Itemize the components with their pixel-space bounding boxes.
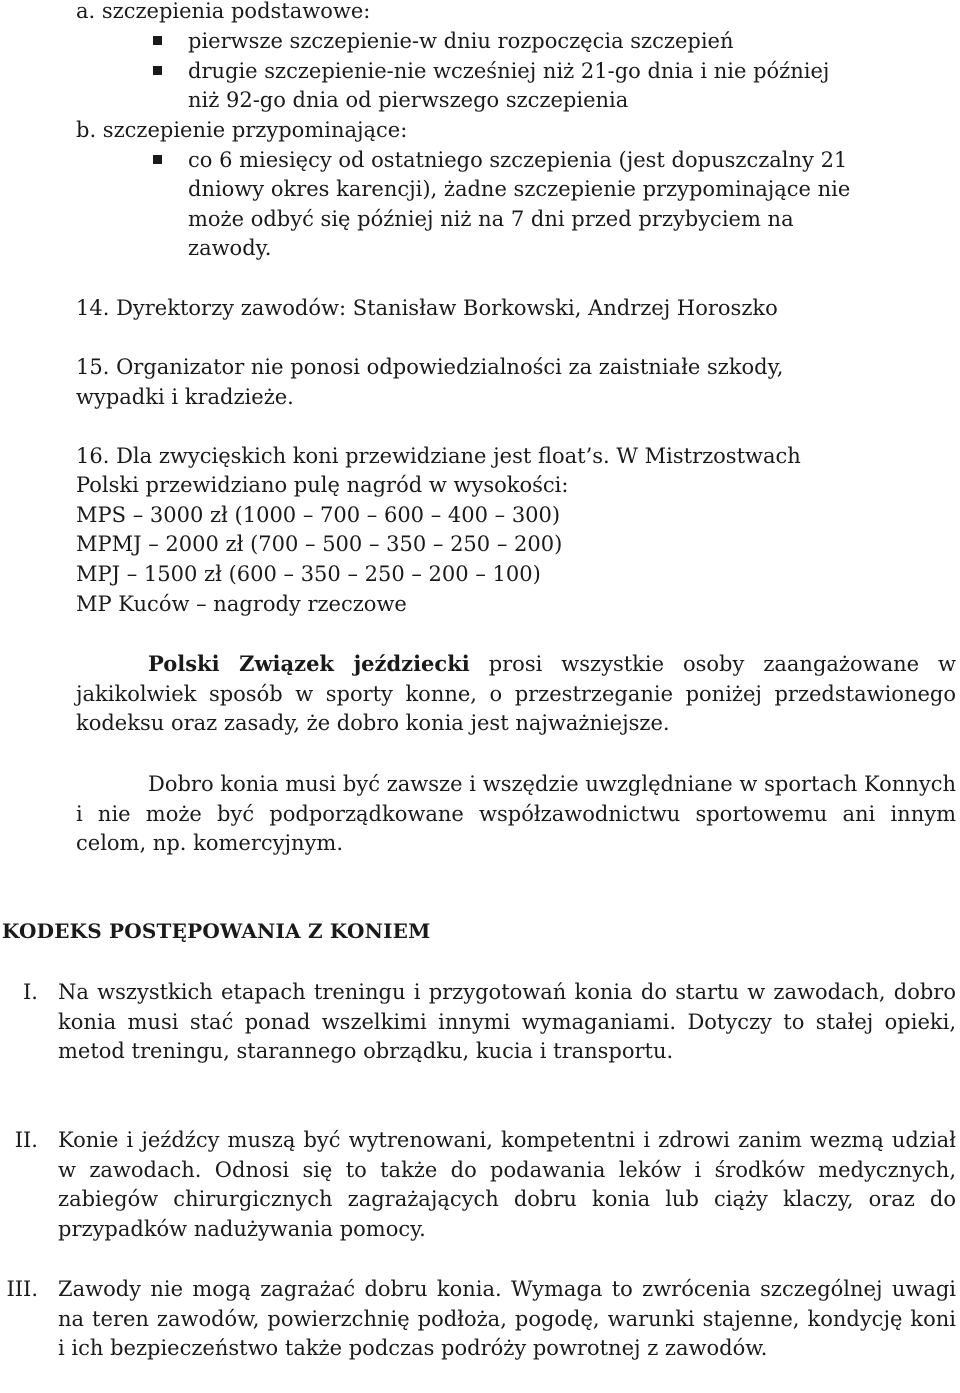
prize-mpmj: MPMJ – 2000 zł (700 – 500 – 350 – 250 – 200) — [76, 532, 563, 556]
prize-mpj: MPJ – 1500 zł (600 – 350 – 250 – 200 – 100) — [76, 562, 541, 586]
item-16-line-1: 16. Dla zwycięskich koni przewidziane jest float’s. W Mistrzostwach — [76, 444, 801, 468]
item-16-line-2: Polski przewidziano pulę nagród w wysokości: — [76, 473, 569, 497]
vaccination-b-line-4: zawody. — [188, 236, 272, 260]
item-15-line-2: wypadki i kradzieże. — [76, 385, 294, 409]
pzj-paragraph-1-text: prosi wszystkie osoby zaangażowane w jakikolwiek sposób w sporty konne, o przestrzeganie poniżej przedstawionego kodeksu oraz zasady, że dobro konia jest najważniejsze. — [76, 652, 956, 735]
vaccination-b-line-2: dniowy okres karencji), żadne szczepienie przypominające nie — [188, 177, 851, 201]
item-15-line-1: 15. Organizator nie ponosi odpowiedzialności za zaistniałe szkody, — [76, 355, 784, 379]
prize-mps: MPS – 3000 zł (1000 – 700 – 600 – 400 – 300) — [76, 503, 561, 527]
bullet-icon — [153, 66, 162, 75]
pzj-paragraph-2: Dobro konia musi być zawsze i wszędzie uwzględniane w sportach Konnych i nie może być podporządkowane współzawodnictwu sportowemu ani innym celom, np. komercyjnym. — [76, 772, 956, 855]
vaccination-a-item-1: pierwsze szczepienie-w dniu rozpoczęcia szczepień — [188, 29, 734, 53]
code-heading: KODEKS POSTĘPOWANIA Z KONIEM — [2, 919, 431, 943]
bullet-icon — [153, 36, 162, 45]
point-1-number: I. — [23, 980, 38, 1004]
pzj-name: Polski Związek jeździecki — [148, 651, 470, 676]
vaccination-b-label: b. szczepienie przypominające: — [76, 118, 408, 142]
point-1-text: Na wszystkich etapach treningu i przygotowań konia do startu w zawodach, dobro konia musi stać ponad wszelkimi innymi wymaganiami. Dotyczy to stałej opieki, metod treningu, starannego obrządku, kucia i transportu. — [58, 980, 956, 1063]
bullet-icon — [153, 155, 162, 164]
vaccination-b-line-1: co 6 miesięcy od ostatniego szczepienia (jest dopuszczalny 21 — [188, 148, 848, 172]
vaccination-a-item-2: drugie szczepienie-nie wcześniej niż 21-go dnia i nie później — [188, 59, 830, 83]
item-14: 14. Dyrektorzy zawodów: Stanisław Borkowski, Andrzej Horoszko — [76, 296, 778, 320]
point-2-number: II. — [14, 1128, 38, 1152]
prize-mp-kucow: MP Kuców – nagrody rzeczowe — [76, 592, 407, 616]
pzj-paragraph-1 — [76, 649, 956, 739]
vaccination-b-line-3: może odbyć się później niż na 7 dni przed przybyciem na — [188, 207, 794, 231]
point-3-text: Zawody nie mogą zagrażać dobru konia. Wymaga to zwrócenia szczególnej uwagi na teren zawodów, powierzchnię podłoża, pogodę, warunki stajenne, kondycję koni i ich bezpieczeństwo także podczas podróży powrotnej z zawodów. — [58, 1277, 956, 1360]
point-2-text: Konie i jeźdźcy muszą być wytrenowani, kompetentni i zdrowi zanim wezmą udział w zawodach. Odnosi się to także do podawania leków i środków medycznych, zabiegów chirurgicznych zagrażających dobru konia lub ciąży klaczy, oraz do przypadków nadużywania pomocy. — [58, 1128, 956, 1241]
vaccination-a-label: a. szczepienia podstawowe: — [76, 0, 371, 23]
vaccination-a-item-2-cont: niż 92-go dnia od pierwszego szczepienia — [188, 88, 629, 112]
point-3-number: III. — [6, 1277, 38, 1301]
